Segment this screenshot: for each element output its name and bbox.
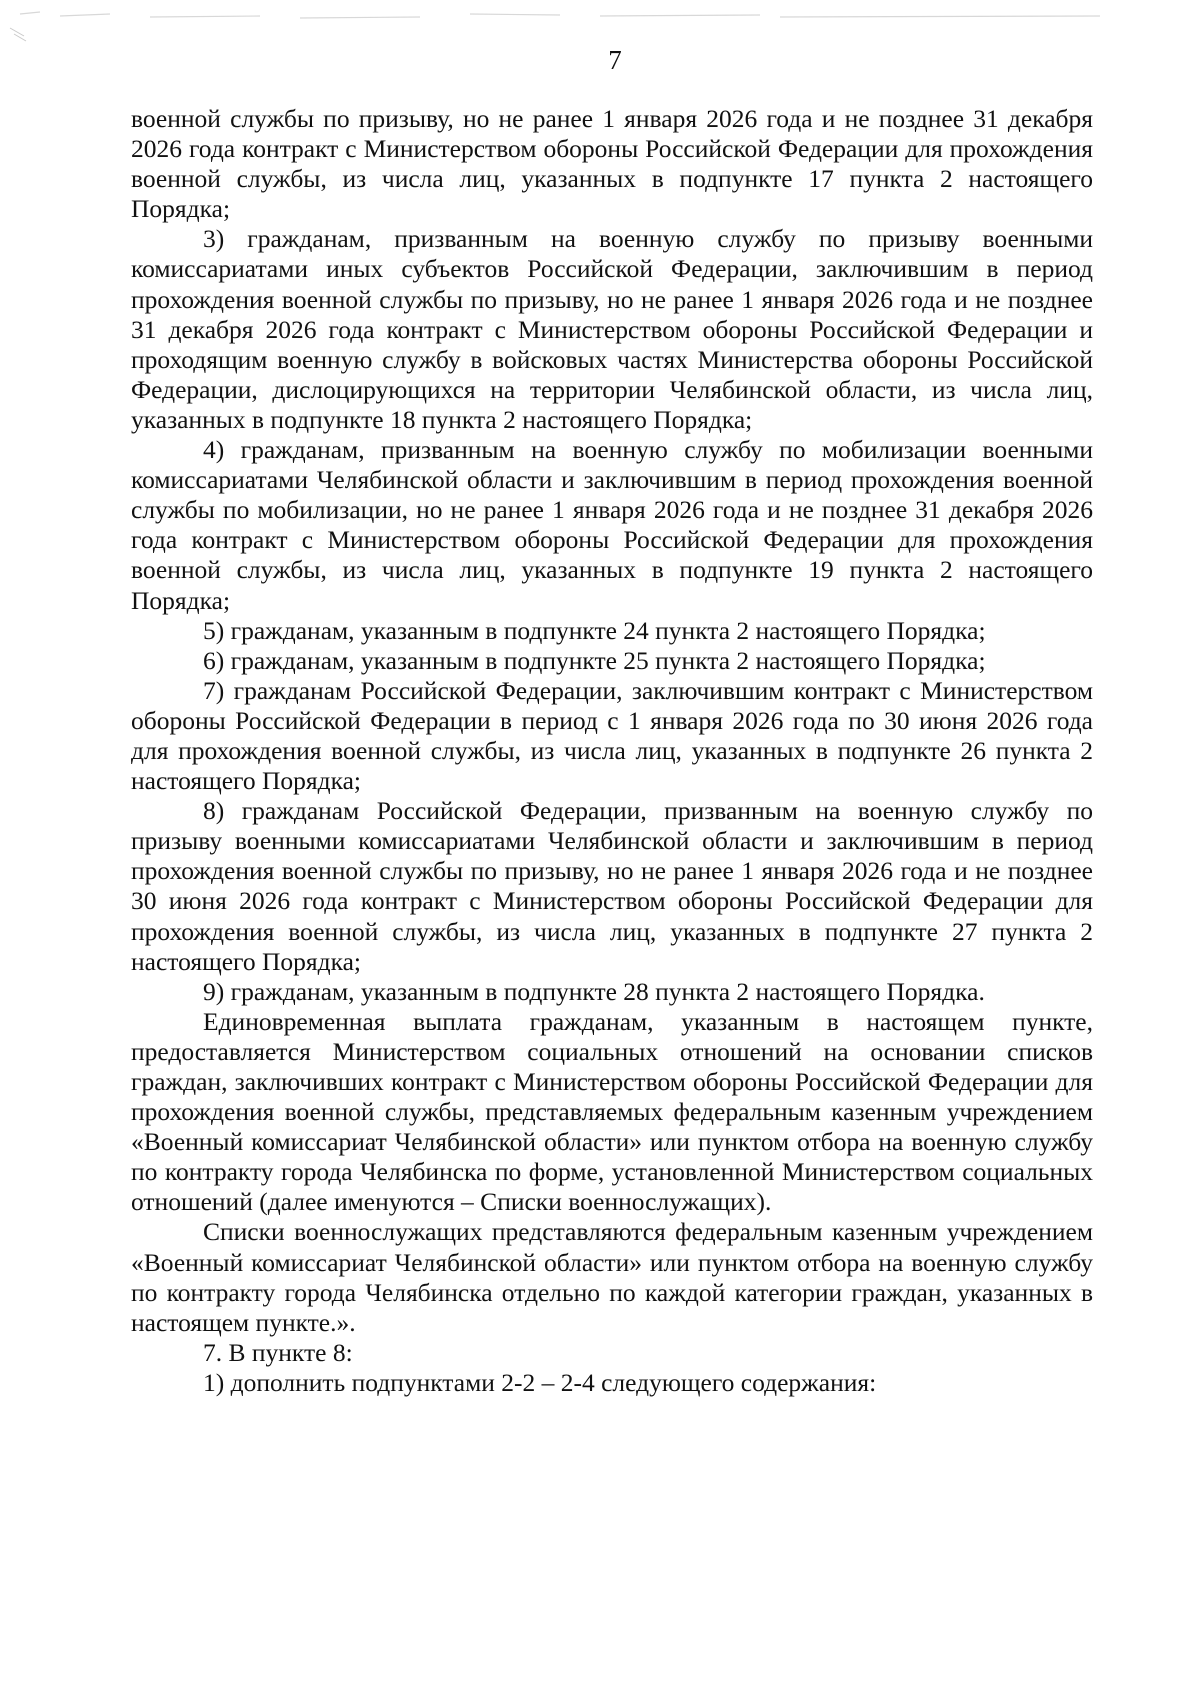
scan-noise-header: [0, 8, 1200, 48]
point-7-subitem-1: 1) дополнить подпунктами 2-2 – 2-4 следующего содержания:: [203, 1367, 877, 1397]
paragraph-continuation: военной службы по призыву, но не ранее 1 января 2026 года и не позднее 31 декабря 2026 года контракт с Министерством обороны Российской Федерации для прохождения военной службы, из числа лиц, указанных в подпункте 17 пункта 2 настоящего Порядка;: [131, 104, 1093, 224]
point-7-heading: 7. В пункте 8:: [203, 1337, 353, 1367]
list-item-7: 7) гражданам Российской Федерации, заключившим контракт с Министерством обороны Российской Федерации в период с 1 января 2026 года по 30 июня 2026 года для прохождения военной службы, из числа лиц, указанных в подпункте 26 пункта 2 настоящего Порядка;: [131, 675, 1093, 796]
list-item-3: 3) гражданам, призванным на военную службу по призыву военными комиссариатами иных субъектов Российской Федерации, заключившим в период прохождения военной службы по призыву, но не ранее 1 января 2026 года и не позднее 31 декабря 2026 года контракт с Министерством обороны Российской Федерации и проходящим военную службу в войсковых частях Министерства обороны Российской Федерации, дислоцирующихся на территории Челябинской области, из числа лиц, указанных в подпункте 18 пункта 2 настоящего Порядка;: [131, 224, 1093, 434]
payment-paragraph: Единовременная выплата гражданам, указанным в настоящем пункте, предоставляется Министерством социальных отношений на основании списков граждан, заключивших контракт с Министерством обороны Российской Федерации для прохождения военной службы, представляемых федеральным казенным учреждением «Военный комиссариат Челябинской области» или пунктом отбора на военную службу по контракту города Челябинска по форме, установленной Министерством социальных отношений (далее именуются – Списки военнослужащих).: [131, 1006, 1093, 1217]
list-item-4: 4) гражданам, призванным на военную службу по мобилизации военными комиссариатами Челябинской области и заключившим в период прохождения военной службы по мобилизации, но не ранее 1 января 2026 года и не позднее 31 декабря 2026 года контракт с Министерством обороны Российской Федерации для прохождения военной службы, из числа лиц, указанных в подпункте 19 пункта 2 настоящего Порядка;: [131, 435, 1093, 615]
list-item-8: 8) гражданам Российской Федерации, призванным на военную службу по призыву военными комиссариатами Челябинской области и заключившим в период прохождения военной службы по призыву, но не ранее 1 января 2026 года и не позднее 30 июня 2026 года контракт с Министерством обороны Российской Федерации для прохождения военной службы, из числа лиц, указанных в подпункте 27 пункта 2 настоящего Порядка;: [131, 796, 1093, 976]
list-item-5: 5) гражданам, указанным в подпункте 24 пункта 2 настоящего Порядка;: [203, 615, 986, 645]
list-item-9: 9) гражданам, указанным в подпункте 28 пункта 2 настоящего Порядка.: [203, 976, 985, 1006]
list-item-6: 6) гражданам, указанным в подпункте 25 пункта 2 настоящего Порядка;: [203, 645, 986, 675]
lists-paragraph: Списки военнослужащих представляются федеральным казенным учреждением «Военный комиссариат Челябинской области» или пунктом отбора на военную службу по контракту города Челябинска отдельно по каждой категории граждан, указанных в настоящем пункте.».: [131, 1217, 1093, 1337]
document-body: [131, 104, 1093, 1398]
page-number: 7: [608, 45, 622, 75]
